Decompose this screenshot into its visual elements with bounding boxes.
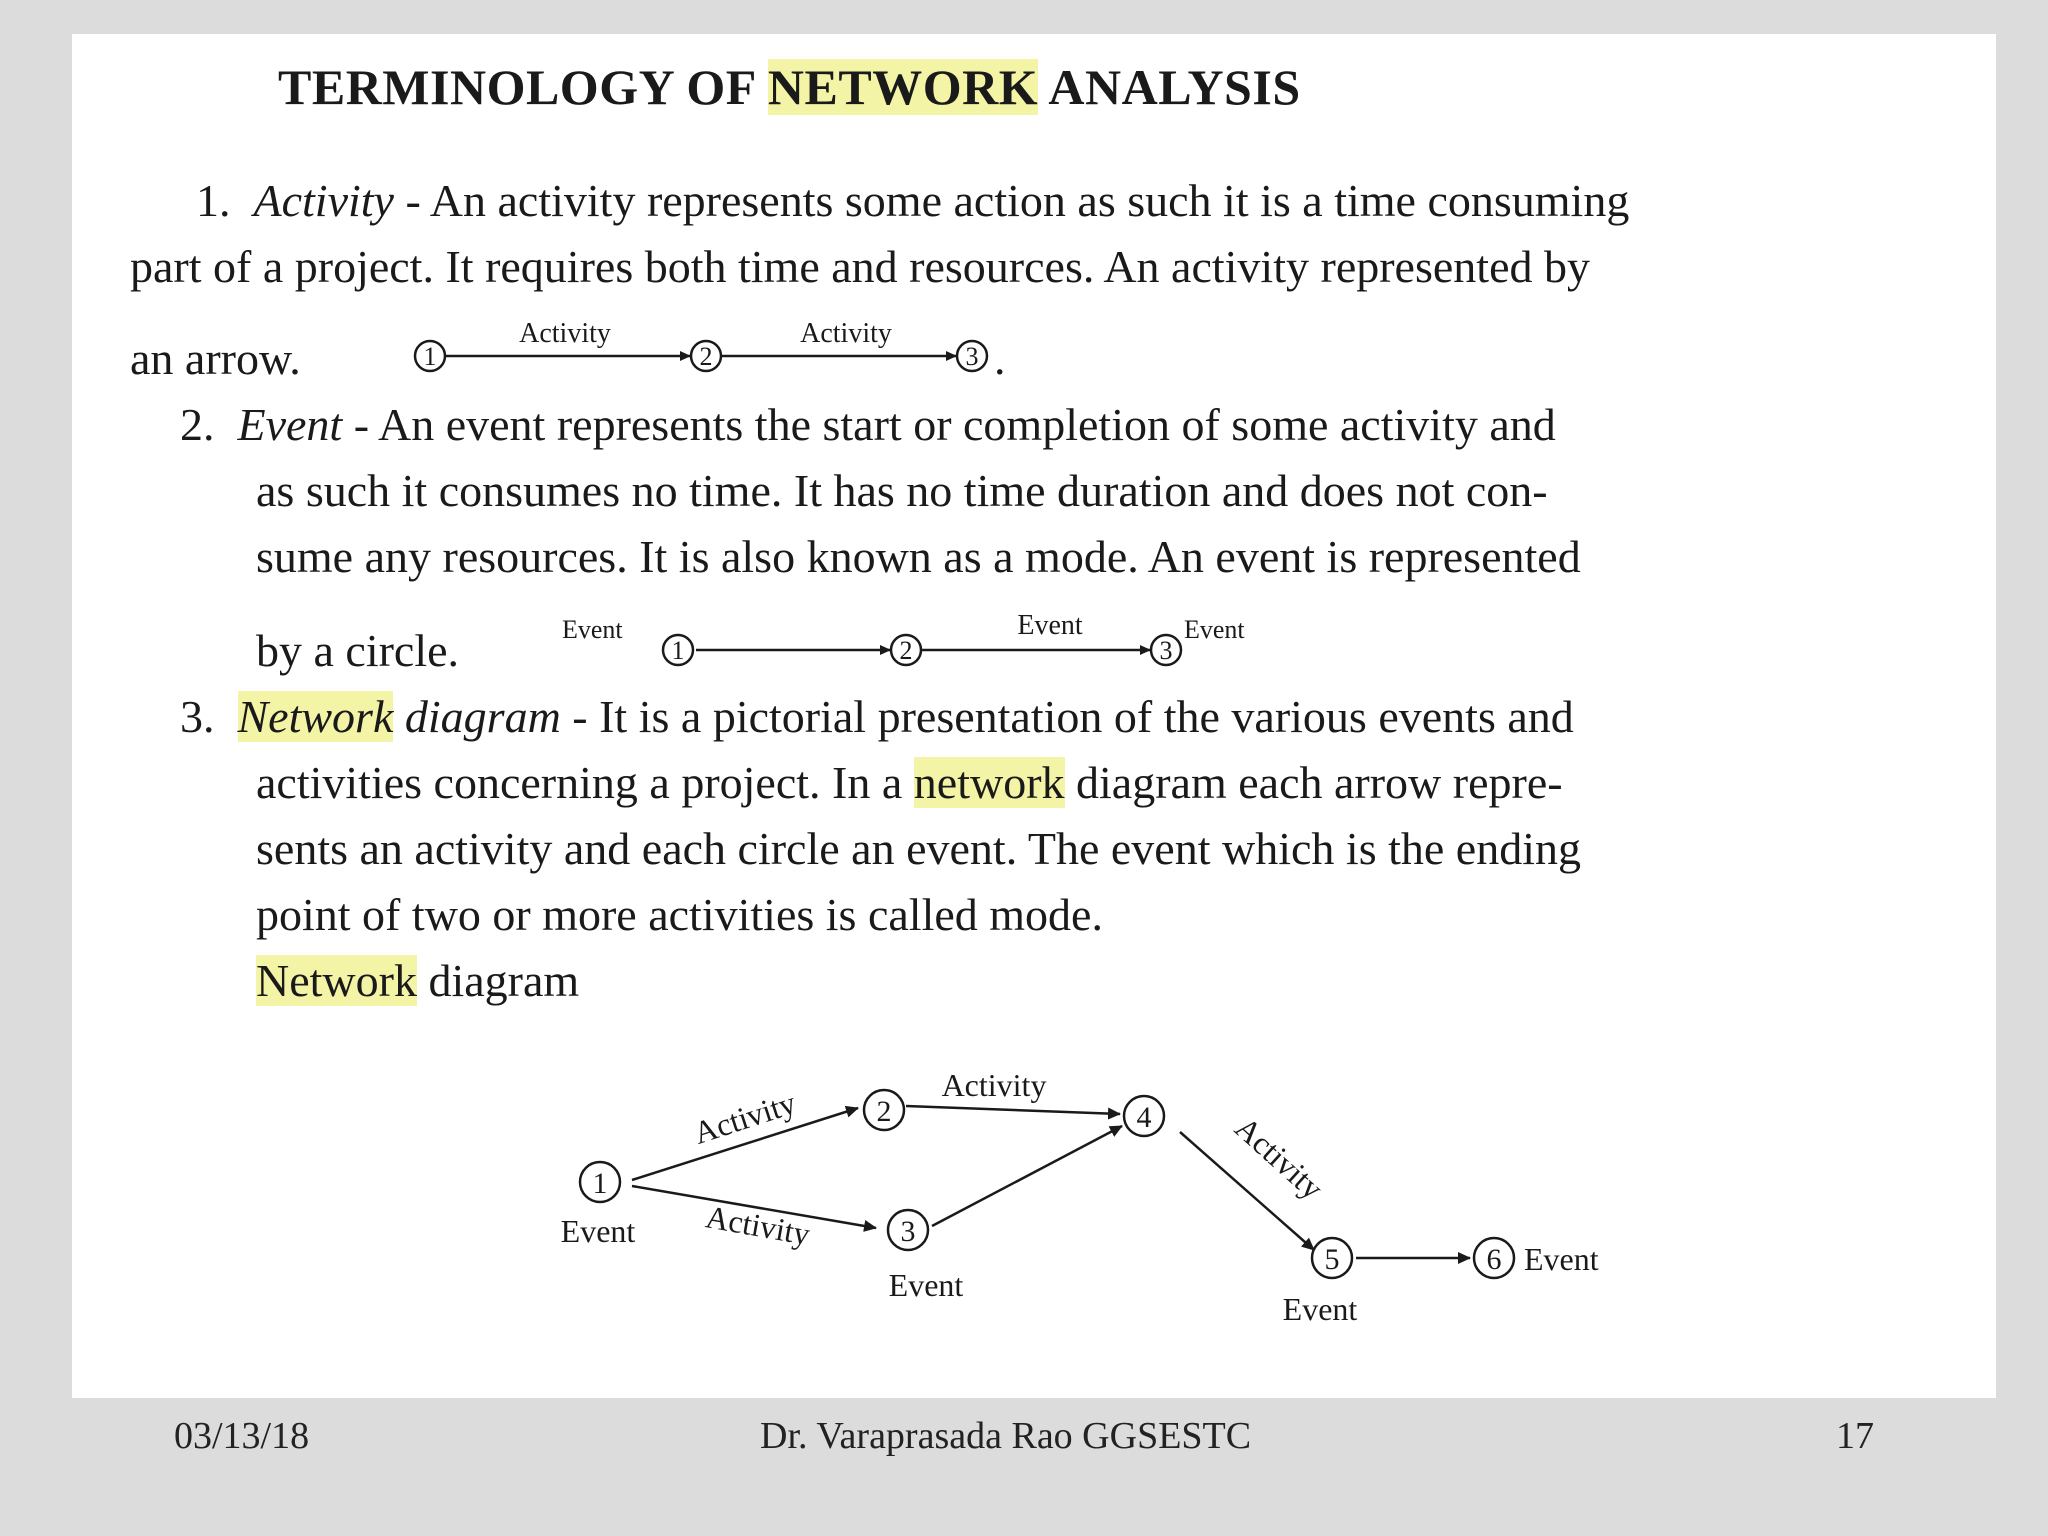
inline-trailing-period: . <box>994 333 1006 384</box>
footer-date: 03/13/18 <box>174 1415 310 1457</box>
svg-text:1: 1 <box>592 1167 608 1200</box>
inline-event-circle <box>663 635 693 665</box>
inline-event-label: Event <box>1017 610 1083 641</box>
network-activity-label: Activity <box>689 1084 801 1151</box>
inline-event-circle <box>891 635 921 665</box>
svg-text:3: 3 <box>900 1215 916 1248</box>
svg-text:2: 2 <box>699 342 713 371</box>
activity-inline-diagram <box>400 308 1040 388</box>
inline-activity-label: Activity <box>800 318 892 349</box>
inline-activity-label: Activity <box>519 318 611 349</box>
network-event-label: Event <box>1524 1241 1599 1277</box>
item1-line3: an arrow. <box>130 333 301 384</box>
svg-text:3: 3 <box>1159 636 1173 665</box>
network-node <box>888 1210 928 1250</box>
item3-line3: sents an activity and each circle an event. The event which is the ending <box>256 823 1581 874</box>
network-diagram <box>520 1040 1700 1340</box>
inline-event-circle <box>1151 635 1181 665</box>
item2-line1-text: - An event represents the start or completion of some activity and <box>342 399 1556 450</box>
title-highlight: NETWORK <box>767 59 1039 115</box>
network-node <box>864 1090 904 1130</box>
footer-author: Dr. Varaprasada Rao GGSESTC <box>760 1415 1252 1457</box>
item3-line1-text: - It is a pictorial presentation of the various events and <box>560 691 1574 742</box>
network-diagram-caption <box>256 948 579 1014</box>
item3-line2 <box>256 750 1563 816</box>
svg-text:6: 6 <box>1486 1243 1502 1276</box>
svg-text:1: 1 <box>423 342 437 371</box>
network-node <box>1312 1238 1352 1278</box>
network-activity-label: Activity <box>941 1067 1047 1103</box>
item1-line1-text: - An activity represents some action as such it is a time consuming <box>393 175 1630 226</box>
item2-term: Event <box>237 399 343 450</box>
item3-line2-highlight: network <box>913 757 1065 808</box>
inline-event-label: Event <box>562 615 623 644</box>
item3-line4: point of two or more activities is called mode. <box>256 889 1103 940</box>
svg-text:2: 2 <box>899 636 913 665</box>
item2-line4: by a circle. <box>256 625 460 676</box>
title-part2: ANALYSIS <box>1038 59 1301 115</box>
item1-line2: part of a project. It requires both time and resources. An activity represented by <box>130 241 1590 292</box>
network-arrow <box>932 1126 1122 1226</box>
item2-line3: sume any resources. It is also known as a mode. An event is represented <box>256 531 1581 582</box>
item2-line2: as such it consumes no time. It has no time duration and does not con- <box>256 465 1548 516</box>
item2-line1 <box>180 392 1556 458</box>
item1-number: 1. <box>196 175 231 226</box>
svg-text:2: 2 <box>876 1095 892 1128</box>
item3-term-rest: diagram <box>393 691 561 742</box>
inline-event-circle <box>957 341 987 371</box>
network-event-label: Event <box>1282 1291 1358 1327</box>
svg-text:4: 4 <box>1136 1101 1152 1134</box>
item1-term: Activity <box>253 175 394 226</box>
svg-text:1: 1 <box>671 636 685 665</box>
network-activity-label: Activity <box>1228 1109 1331 1207</box>
caption-rest: diagram <box>416 955 580 1006</box>
footer-page-number: 17 <box>1836 1415 1874 1457</box>
page-title <box>278 58 1301 116</box>
network-arrow <box>906 1106 1120 1114</box>
caption-highlight: Network <box>256 955 417 1006</box>
network-event-label: Event <box>888 1267 964 1303</box>
network-node <box>1474 1238 1514 1278</box>
svg-text:5: 5 <box>1324 1243 1340 1276</box>
item3-line2-a: activities concerning a project. In a <box>256 757 914 808</box>
item3-term-highlight: Network <box>237 691 394 742</box>
event-inline-diagram <box>560 600 1300 680</box>
inline-event-circle <box>691 341 721 371</box>
item3-line1 <box>180 684 1574 750</box>
item3-number: 3. <box>180 691 215 742</box>
item3-line2-b: diagram each arrow repre- <box>1064 757 1563 808</box>
network-event-label: Event <box>560 1213 636 1249</box>
network-node <box>1124 1096 1164 1136</box>
item2-number: 2. <box>180 399 215 450</box>
inline-event-circle <box>415 341 445 371</box>
inline-event-label: Event <box>1184 615 1245 644</box>
title-part1: TERMINOLOGY OF <box>278 59 768 115</box>
network-node <box>580 1162 620 1202</box>
network-activity-label: Activity <box>703 1198 813 1252</box>
svg-text:3: 3 <box>965 342 979 371</box>
item1-line1 <box>196 168 1629 234</box>
